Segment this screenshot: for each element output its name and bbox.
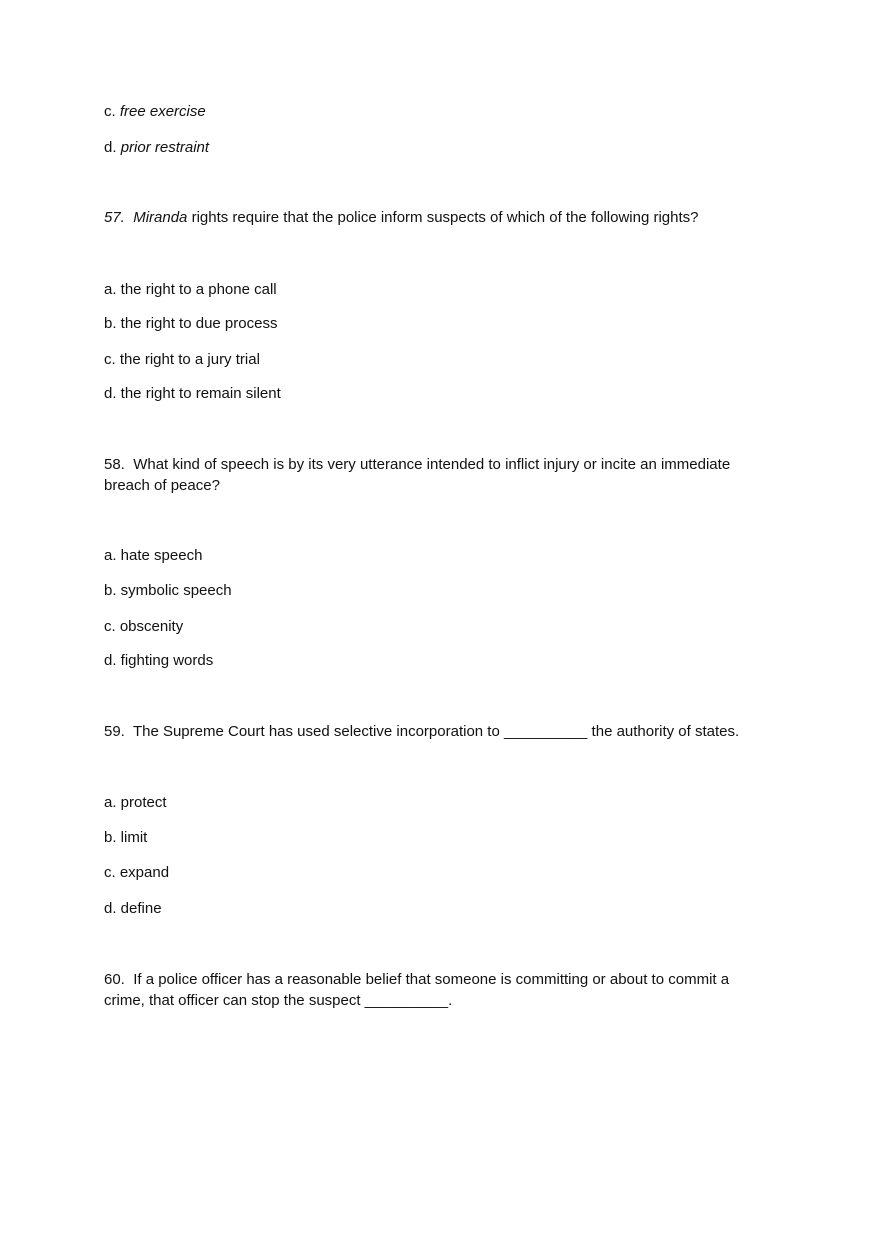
question-italic-term: Miranda <box>133 209 188 226</box>
question-text: rights require that the police inform suspects of which of the following rights? <box>191 209 699 226</box>
question-text: If a police officer has a reasonable belief that someone is committing or about to commit a crime, that officer can stop the suspect __________. <box>104 971 730 1009</box>
q59-option-d: d. define <box>104 900 162 917</box>
q57-option-d: d. the right to remain silent <box>104 385 281 402</box>
q57-option-a: a. the right to a phone call <box>104 281 277 298</box>
question-text: What kind of speech is by its very utterance intended to inflict injury or incite an immediate breach of peace? <box>104 456 731 494</box>
question-number: 60. <box>104 971 125 988</box>
q59-option-c: c. expand <box>104 864 170 881</box>
q57-option-c: c. the right to a jury trial <box>104 351 260 368</box>
question-58 <box>104 454 754 496</box>
q59-option-b: b. limit <box>104 829 148 846</box>
question-number: 59. <box>104 723 125 740</box>
q58-option-b: b. symbolic speech <box>104 582 232 599</box>
option-d-prior-restraint <box>104 138 209 158</box>
option-text: free exercise <box>119 103 206 120</box>
question-59 <box>104 722 739 742</box>
q57-option-b: b. the right to due process <box>104 315 278 332</box>
question-number: 57. <box>104 209 125 226</box>
q59-option-a: a. protect <box>104 794 167 811</box>
question-57 <box>104 208 699 228</box>
q58-option-a: a. hate speech <box>104 547 203 564</box>
option-letter: d. <box>104 139 117 156</box>
option-c-free-exercise <box>104 102 206 122</box>
option-letter: c. <box>104 103 116 120</box>
q58-option-c: c. obscenity <box>104 618 184 635</box>
question-60 <box>104 969 754 1011</box>
q58-option-d: d. fighting words <box>104 652 214 669</box>
question-text: The Supreme Court has used selective incorporation to __________ the authority of states. <box>132 723 740 740</box>
option-text: prior restraint <box>120 139 210 156</box>
question-number: 58. <box>104 456 125 473</box>
